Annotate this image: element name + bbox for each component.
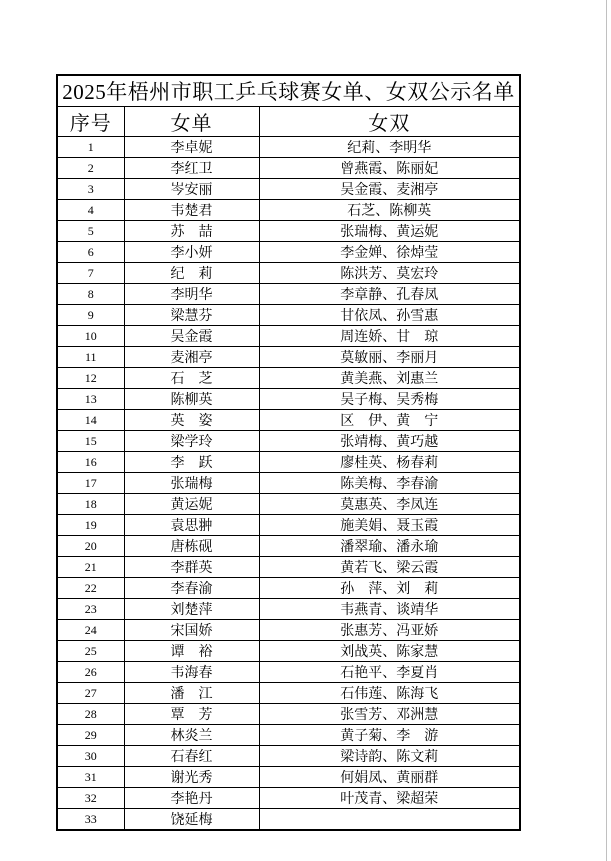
row-number: 5 [57, 221, 124, 242]
row-number: 25 [57, 641, 124, 662]
doubles-names: 韦燕青、谈靖华 [259, 599, 520, 620]
row-number: 7 [57, 263, 124, 284]
table-row [57, 137, 520, 158]
row-number: 13 [57, 389, 124, 410]
row-number: 29 [57, 725, 124, 746]
row-number: 10 [57, 326, 124, 347]
table-row [57, 494, 520, 515]
table-row [57, 347, 520, 368]
table-body [57, 137, 520, 831]
table-row [57, 242, 520, 263]
singles-name: 饶延梅 [124, 809, 259, 831]
table-row [57, 200, 520, 221]
table-row [57, 809, 520, 831]
doubles-names: 莫惠英、李凤连 [259, 494, 520, 515]
doubles-names: 张雪芳、邓洲慧 [259, 704, 520, 725]
singles-name: 李春渝 [124, 578, 259, 599]
row-number: 3 [57, 179, 124, 200]
singles-name: 吴金霞 [124, 326, 259, 347]
singles-name: 李群英 [124, 557, 259, 578]
doubles-names: 李章静、孔春凤 [259, 284, 520, 305]
singles-name: 李卓妮 [124, 137, 259, 158]
table-row [57, 662, 520, 683]
doubles-names: 石艳平、李夏肖 [259, 662, 520, 683]
table-row [57, 536, 520, 557]
table-row [57, 305, 520, 326]
singles-name: 张瑞梅 [124, 473, 259, 494]
row-number: 19 [57, 515, 124, 536]
row-number: 28 [57, 704, 124, 725]
row-number: 30 [57, 746, 124, 767]
singles-name: 唐栋砚 [124, 536, 259, 557]
row-number: 15 [57, 431, 124, 452]
singles-name: 陈柳英 [124, 389, 259, 410]
row-number: 33 [57, 809, 124, 831]
doubles-names: 廖桂英、杨春莉 [259, 452, 520, 473]
row-number: 32 [57, 788, 124, 809]
row-number: 11 [57, 347, 124, 368]
row-number: 21 [57, 557, 124, 578]
table-row [57, 515, 520, 536]
doubles-names: 潘翠瑜、潘永瑜 [259, 536, 520, 557]
doubles-names: 刘战英、陈家慧 [259, 641, 520, 662]
doubles-names: 陈美梅、李春渝 [259, 473, 520, 494]
table-row [57, 473, 520, 494]
table-row [57, 263, 520, 284]
table-row [57, 452, 520, 473]
table-row [57, 725, 520, 746]
doubles-names: 纪莉、李明华 [259, 137, 520, 158]
doubles-names: 黄若飞、梁云霞 [259, 557, 520, 578]
doubles-names: 梁诗韵、陈文莉 [259, 746, 520, 767]
row-number: 8 [57, 284, 124, 305]
singles-name: 英 姿 [124, 410, 259, 431]
row-number: 4 [57, 200, 124, 221]
doubles-names: 黄子菊、李 游 [259, 725, 520, 746]
doubles-names: 甘依凤、孙雪惠 [259, 305, 520, 326]
row-number: 16 [57, 452, 124, 473]
singles-name: 林炎兰 [124, 725, 259, 746]
doubles-names: 吴子梅、吴秀梅 [259, 389, 520, 410]
table-row [57, 557, 520, 578]
doubles-names: 张惠芳、冯亚娇 [259, 620, 520, 641]
doubles-names: 施美娟、聂玉霞 [259, 515, 520, 536]
singles-name: 覃 芳 [124, 704, 259, 725]
row-number: 27 [57, 683, 124, 704]
roster-table [56, 74, 521, 831]
column-header-doubles: 女双 [259, 107, 520, 137]
table-row [57, 326, 520, 347]
table-row [57, 284, 520, 305]
doubles-names [259, 809, 520, 831]
doubles-names: 孙 萍、刘 莉 [259, 578, 520, 599]
doubles-names: 石伟莲、陈海飞 [259, 683, 520, 704]
singles-name: 李明华 [124, 284, 259, 305]
row-number: 20 [57, 536, 124, 557]
column-header-singles: 女单 [124, 107, 259, 137]
table-row [57, 767, 520, 788]
doubles-names: 李金婵、徐焯莹 [259, 242, 520, 263]
singles-name: 李 跃 [124, 452, 259, 473]
table-row [57, 410, 520, 431]
page-edge-line [606, 0, 607, 861]
doubles-names: 莫敏丽、李丽月 [259, 347, 520, 368]
singles-name: 石 芝 [124, 368, 259, 389]
singles-name: 韦楚君 [124, 200, 259, 221]
singles-name: 梁学玲 [124, 431, 259, 452]
singles-name: 谭 裕 [124, 641, 259, 662]
doubles-names: 吴金霞、麦湘亭 [259, 179, 520, 200]
title-row [57, 75, 520, 107]
table-row [57, 179, 520, 200]
singles-name: 宋国娇 [124, 620, 259, 641]
row-number: 14 [57, 410, 124, 431]
singles-name: 袁思翀 [124, 515, 259, 536]
singles-name: 李艳丹 [124, 788, 259, 809]
column-header-no: 序号 [57, 107, 124, 137]
doubles-names: 区 伊、黄 宁 [259, 410, 520, 431]
row-number: 22 [57, 578, 124, 599]
row-number: 17 [57, 473, 124, 494]
table-row [57, 431, 520, 452]
table-row [57, 389, 520, 410]
table-row [57, 221, 520, 242]
row-number: 9 [57, 305, 124, 326]
doubles-names: 张瑞梅、黄运妮 [259, 221, 520, 242]
singles-name: 纪 莉 [124, 263, 259, 284]
doubles-names: 陈洪芳、莫宏玲 [259, 263, 520, 284]
table-row [57, 746, 520, 767]
table-row [57, 704, 520, 725]
row-number: 18 [57, 494, 124, 515]
singles-name: 石春红 [124, 746, 259, 767]
row-number: 23 [57, 599, 124, 620]
table-row [57, 683, 520, 704]
table-row [57, 158, 520, 179]
table-row [57, 368, 520, 389]
header-row [57, 107, 520, 137]
doubles-names: 叶茂青、梁超荣 [259, 788, 520, 809]
doubles-names: 张靖梅、黄巧越 [259, 431, 520, 452]
singles-name: 梁慧芬 [124, 305, 259, 326]
page-title: 2025年梧州市职工乒乓球赛女单、女双公示名单 [57, 75, 520, 107]
singles-name: 李红卫 [124, 158, 259, 179]
doubles-names: 黄美燕、刘惠兰 [259, 368, 520, 389]
doubles-names: 石芝、陈柳英 [259, 200, 520, 221]
doubles-names: 周连娇、甘 琼 [259, 326, 520, 347]
table-row [57, 641, 520, 662]
singles-name: 潘 江 [124, 683, 259, 704]
singles-name: 谢光秀 [124, 767, 259, 788]
doubles-names: 曾燕霞、陈丽妃 [259, 158, 520, 179]
singles-name: 韦海春 [124, 662, 259, 683]
singles-name: 李小妍 [124, 242, 259, 263]
row-number: 31 [57, 767, 124, 788]
row-number: 2 [57, 158, 124, 179]
table-row [57, 578, 520, 599]
table-row [57, 788, 520, 809]
row-number: 6 [57, 242, 124, 263]
singles-name: 岑安丽 [124, 179, 259, 200]
singles-name: 苏 喆 [124, 221, 259, 242]
singles-name: 麦湘亭 [124, 347, 259, 368]
singles-name: 黄运妮 [124, 494, 259, 515]
doubles-names: 何娟凤、黄丽群 [259, 767, 520, 788]
row-number: 26 [57, 662, 124, 683]
row-number: 12 [57, 368, 124, 389]
row-number: 24 [57, 620, 124, 641]
table-row [57, 599, 520, 620]
table-row [57, 620, 520, 641]
singles-name: 刘楚萍 [124, 599, 259, 620]
row-number: 1 [57, 137, 124, 158]
